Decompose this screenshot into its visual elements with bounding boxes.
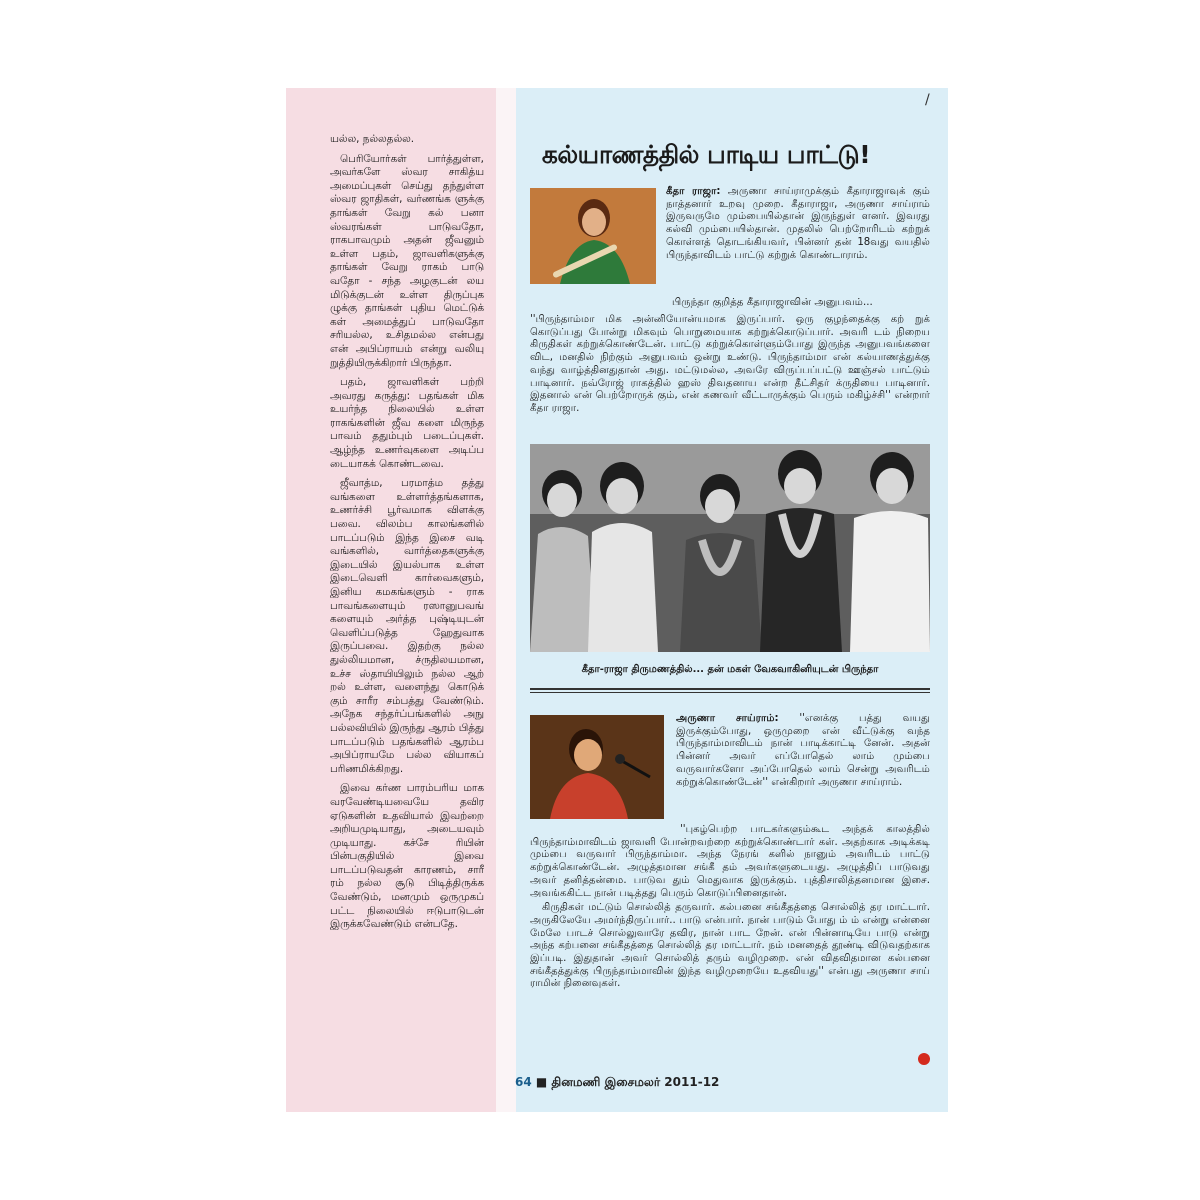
left-column-text <box>330 133 484 938</box>
left-paragraph: ஜீவாத்ம, பரமாத்ம தத்து வங்களை உள்ளர்த்தங்களாக, உணர்ச்சி பூர்வமாக விளக்கு பவை. விலம்ப காலங்களில் பாடப்படும் இந்த இசை வடி வங்களில், வார்த்தைகளுக்கு இடையில் இயல்பாக உள்ள இடைவெளி கார்வைகளும், இனிய கமகங்களும் - ராக பாவங்களையும் ரஸானுபவங் களையும் அர்த்த புஷ்டியுடன் வெளிப்படுத்த ஹேதுவாக இருப்பவை. இதற்கு நல்ல துல்லியமான, ச்ருதிலயமான, உச்ச ஸ்தாயியிலும் நல்ல ஆற் றல் உள்ள, வளைந்து கொடுக் கும் சாரீர சம்பத்து வேண்டும். அநேக சந்தர்ப்பங்களில் அநு பல்லவியில் இருந்து ஆரம் பித்து பாடப்படும் பதங்களில் ஆரம்ப அபிப்ராயமே பல்ல வியாகப் பரிணமிக்கிறது. <box>330 477 484 775</box>
section-divider <box>530 688 930 690</box>
page-number: 64 <box>515 1075 532 1089</box>
aruna-intro <box>676 713 930 789</box>
left-paragraph: யல்ல, நல்லதல்ல. <box>330 133 415 145</box>
wedding-photo-caption: கீதா-ராஜா திருமணத்தில்... தன் மகள் வேகவாகினியுடன் பிருந்தா <box>581 664 879 675</box>
geetha-experience-lead: பிருந்தா குறித்த கீதாராஜாவின் அனுபவம்... <box>672 297 873 308</box>
wedding-group-illustration <box>530 444 930 652</box>
section-divider-thin <box>530 692 930 693</box>
publication-name: தினமணி இசைமலர் 2011-12 <box>551 1075 720 1089</box>
end-of-article-dot <box>918 1053 930 1065</box>
aruna-paragraph: ''புகழ்பெற்ற பாடகர்களும்கூட அந்தக் காலத்தில் பிருந்தாம்மாவிடம் ஜாவளி போன்றவற்றை கற்றுக்கொண்டார் கள். அதற்காக அடிக்கடி மும்பை வருவார் பிருந்தாம்மா. அந்த நேரங் களில் நானும் அவரிடம் பாட்டு கற்றுக்கொண்டேன். அழுத்தமான சங்கீ தம் அவர்களுடையது. அழுத்திப் பாடுவது அவர் தனித்தன்மை. பாடுவ தும் மெதுவாக இருக்கும். புத்திசாலித்தனமான இசை. அவங்ககிட்ட நான் படித்தது பெரும் கொடுப்பினைதான். <box>530 824 930 899</box>
aruna-intro-text: ''எனக்கு பத்து வயது இருக்கும்போது, ஒருமுறை என் வீட்டுக்கு வந்த பிருந்தாம்மாவிடம் நான் பாடிக்காட்டி னேன். அதன் பின்னர் அவர் எப்போதெல் லாம் மும்பை வருவார்களோ அப்போதெல் லாம் சென்று அவரிடம் கற்றுக்கொண்டேன்'' என்கிறார் அருணா சாய்ராம். <box>676 713 930 788</box>
left-paragraph: பெரியோர்கள் பார்த்துள்ள, அவர்களே ஸ்வர சாகித்ய அமைப்புகள் செய்து தந்துள்ள ஸ்வர ஜாதிகள், வர்ணங்க ளுக்கு தாங்கள் வேறு கல் பனா ஸ்வரங்கள் பாடுவதோ, ராகபாவமும் அதன் ஜீவனும் உள்ள பதம், ஜாவளிகளுக்கு தாங்கள் வேறு ராகம் பாடு வதோ - சந்த அழகுடன் லய மிடுக்குடன் உள்ள திருப்புக ழுக்கு தாங்கள் புதிய மெட்டுக் கள் அமைத்துப் பாடுவதோ சரியல்ல, உசிதமல்ல என்பது என் அபிப்ராயம் என்று வலியு றுத்தியிருக்கிறார் பிருந்தா. <box>330 152 484 369</box>
geetha-raja-photo <box>530 188 656 284</box>
portrait-illustration <box>530 188 656 284</box>
aruna-paragraph: கிருதிகள் மட்டும் சொல்லித் தருவார். கல்பனை சங்கீதத்தை சொல்லித் தர மாட்டார். அருகிலேயே அமர்ந்திருப்பார்.. பாடு என்பார். நான் பாடும் போது ம் ம் என்று என்னை மேலே பாடச் சொல்லுவாரே தவிர, நான் பாட றேன். என் பின்னாடியே பாடு என்று அந்த கற்பனை சங்கீதத்தை சொல்லித் தர மாட்டார். நம் மனதைத் தூண்டி விடுவதற்காக இப்படி. இதுதான் அவர் சொல்லித் தரும் வழிமுறை. என் விதவிதமான கல்பனை சங்கீதத்துக்கு பிருந்தாம்மாவின் இந்த வழிமுறையே உதவியது'' என்பது அருணா சாய் ராமின் நினைவுகள். <box>530 902 930 990</box>
wedding-photo <box>530 444 930 652</box>
geetha-intro <box>666 186 930 262</box>
footer-square-icon: ■ <box>535 1075 548 1089</box>
speaker-label: கீதா ராஜா: <box>666 186 721 197</box>
singer-illustration <box>530 715 664 819</box>
geetha-quote: ''பிருந்தாம்மா மிக அன்னியோன்யமாக இருப்பார். ஒரு குழந்தைக்கு கற் றுக் கொடுப்பது போன்று மிகவும் பொறுமையாக கற்றுக்கொடுப்பார். அவரி டம் நிறைய கிருதிகள் கற்றுக்கொண்டேன். பாட்டு கற்றுக்கொள்ளும்போது இருந்த அனுபவங்களை விட, மனதில் நிற்கும் அனுபவம் ஒன்று உண்டு. பிருந்தாம்மா என் கல்யாணத்துக்கு வந்து வாழ்த்தினதுதான் அது. மட்டுமல்ல, அவரே விருப்பப்பட்டு ஊஞ்சல் பாட்டும் பாடினார். நவ்ரோஜ் ராகத்தில் ஹஸ் திவதனாய என்ற தீட்சிதர் க்ருதியை பாடினார். இதனால் என் பெற்றோருக் கும், என் கணவர் வீட்டாருக்கும் பெரும் மகிழ்ச்சி'' என்றார் கீதா ராஜா. <box>530 314 930 414</box>
aruna-sairam-photo <box>530 715 664 819</box>
page-footer <box>515 1075 719 1091</box>
aruna-memories <box>530 824 930 991</box>
geetha-intro-text: அருணா சாய்ராமுக்கும் கீதாராஜாவுக் கும் நாத்தனார் உறவு முறை. கீதாராஜா, அருணா சாய்ராம் இருவருமே மும்பையில்தான் இருந்துள் ளனர். இவரது கல்வி மும்பையில்தான். முதலில் பெற்றோரிடம் கற்றுக் கொள்ளத் தொடங்கியவர், பின்னர் தன் 18வது வயதில் பிருந்தாவிடம் பாட்டு கற்றுக் கொண்டாராம். <box>666 186 930 261</box>
left-paragraph: பதம், ஜாவளிகள் பற்றி அவரது கருத்து: பதங்கள் மிக உயர்ந்த நிலையில் உள்ள ராகங்களின் ஜீவ களை மிருந்த பாவம் ததும்பும் படைப்புகள். ஆழ்ந்த உணர்வுகளை அடிப்ப டையாகக் கொண்டவை. <box>330 376 484 470</box>
column-gutter <box>496 88 516 1112</box>
pen-mark-icon: / <box>925 92 930 108</box>
headline: கல்யாணத்தில் பாடிய பாட்டு! <box>541 140 871 169</box>
left-paragraph: இவை கர்ண பாரம்பரிய மாக வரவேண்டியவையே தவிர ஏடுகளின் உதவியால் இவற்றை அறியமுடியாது, அடையவும் முடியாது. கச்சே ரியின் பின்பகுதியில் இவை பாடப்படுவதன் காரணம், சாரீ ரம் நல்ல சூடு பிடித்திருக்க வேண்டும், மனமும் ஒருமுகப் பட்ட நிலையில் ஈடுபாடுடன் இருக்கவேண்டும் என்பதே. <box>330 782 484 931</box>
speaker-label: அருணா சாய்ராம்: <box>676 713 779 724</box>
